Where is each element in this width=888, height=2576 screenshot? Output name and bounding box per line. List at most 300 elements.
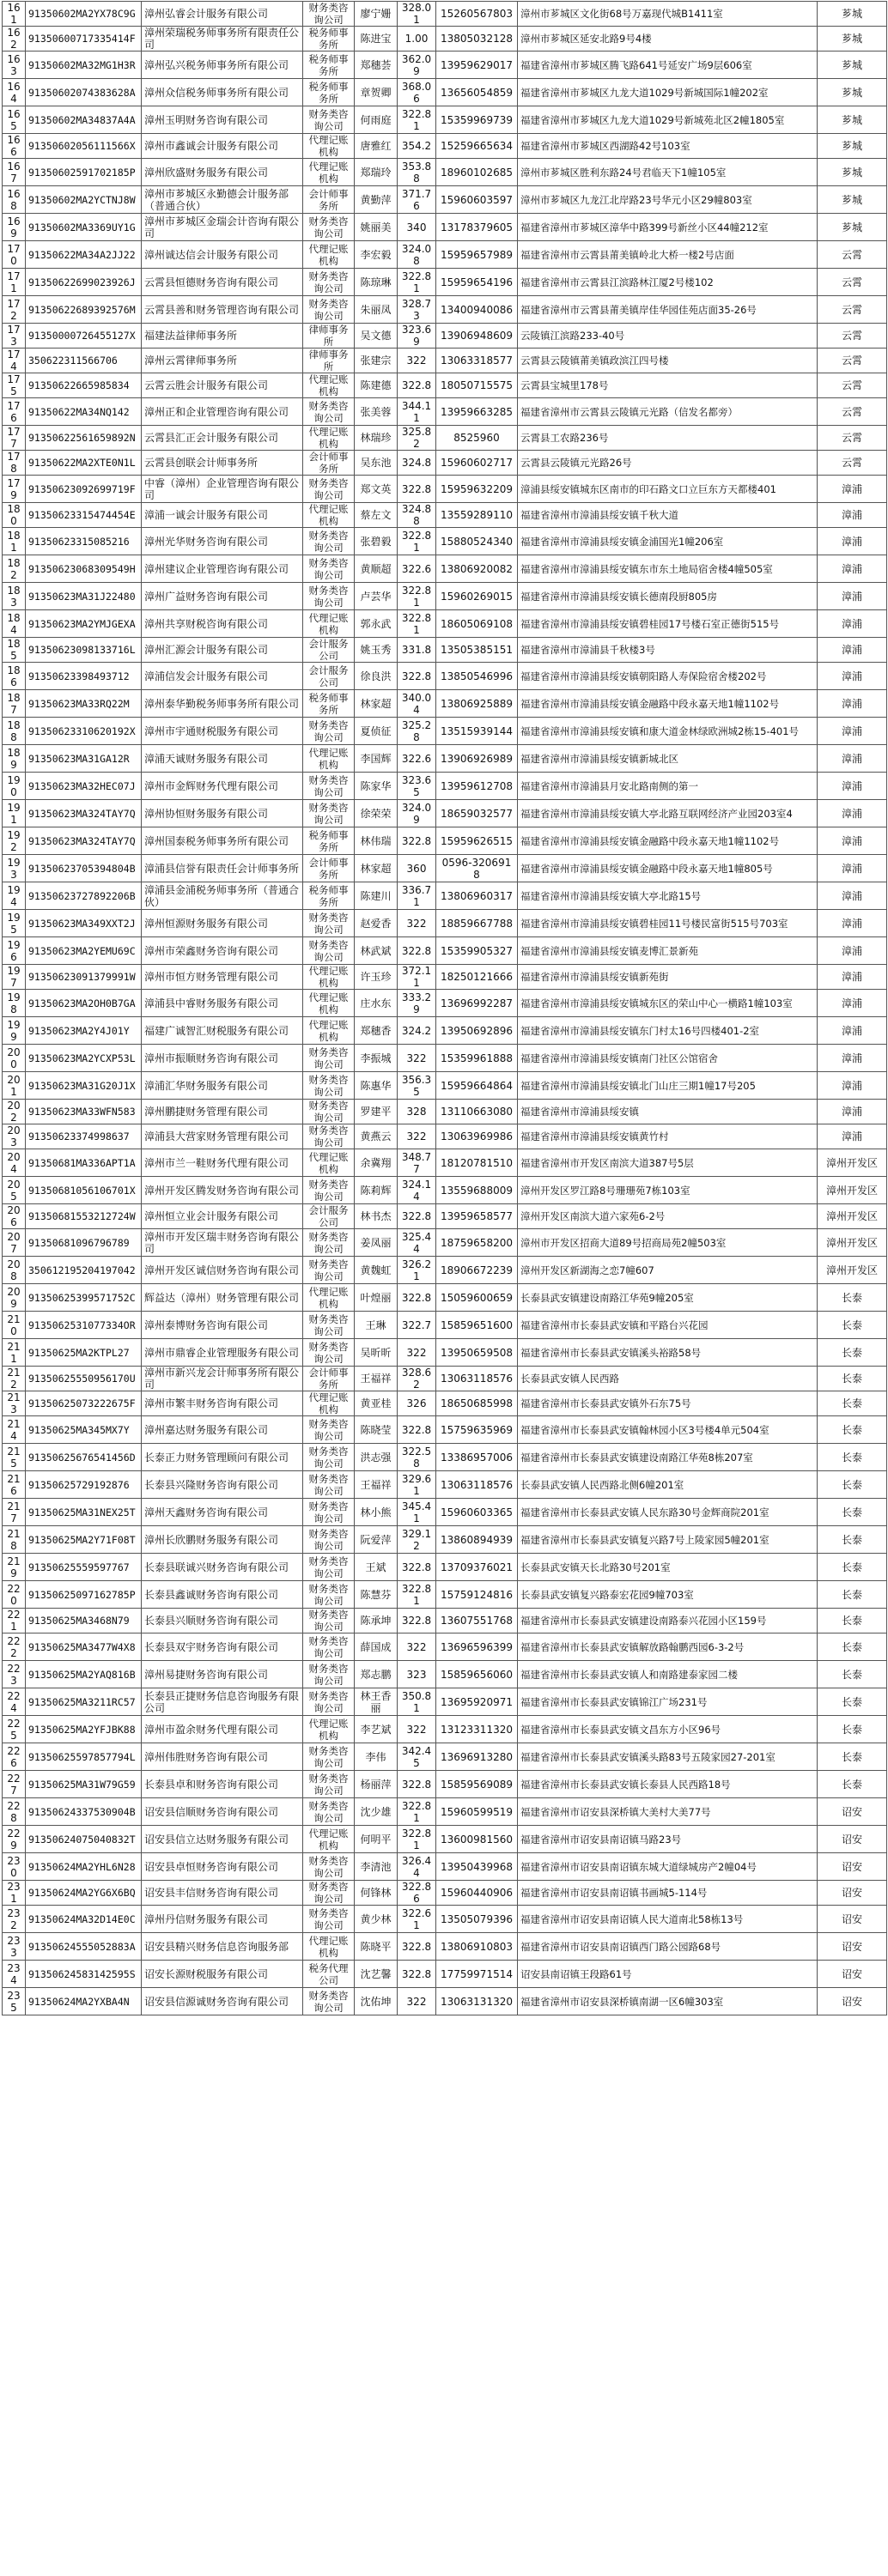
contact-person-cell: 张建宗 <box>355 349 398 373</box>
credit-code-cell: 91350624MA2YXBA4N <box>26 1988 142 2015</box>
row-number-cell: 177 <box>3 426 26 451</box>
credit-code-cell: 91350625MA31NEX25T <box>26 1499 142 1526</box>
area-value-cell: 322.8 <box>398 1204 436 1229</box>
credit-code-cell: 91350625729192876 <box>26 1471 142 1499</box>
table-row <box>3 1609 887 1633</box>
contact-person-cell: 何明平 <box>355 1826 398 1853</box>
district-cell: 诏安 <box>818 1988 887 2015</box>
table-row <box>3 1339 887 1367</box>
address-cell: 福建省漳州市长泰县武安镇锦江广场231号 <box>518 1688 818 1716</box>
contact-person-cell: 章贺卿 <box>355 79 398 106</box>
company-name-cell: 长泰县双宇财务咨询有限公司 <box>142 1633 303 1661</box>
org-type-cell: 税务师事务所 <box>303 52 355 79</box>
credit-code-cell: 91350625073222675F <box>26 1391 142 1416</box>
district-cell: 云霄 <box>818 451 887 476</box>
company-name-cell: 漳州开发区腾发财务咨询有限公司 <box>142 1177 303 1204</box>
area-value-cell: 322.8 <box>398 1609 436 1633</box>
area-value-cell: 324.8 <box>398 451 436 476</box>
org-type-cell: 代理记账机构 <box>303 1826 355 1853</box>
phone-cell: 18650685998 <box>436 1391 518 1416</box>
row-number-cell: 181 <box>3 528 26 555</box>
address-cell: 福建省漳州市芗城区九龙大道1029号新城苑北区2幢1805室 <box>518 106 818 134</box>
credit-code-cell: 91350623310620192X <box>26 718 142 745</box>
credit-code-cell: 91350625550956170U <box>26 1367 142 1391</box>
phone-cell: 15960603597 <box>436 186 518 214</box>
table-row <box>3 663 887 690</box>
area-value-cell: 322 <box>398 1633 436 1661</box>
phone-cell: 15260567803 <box>436 2 518 27</box>
district-cell: 长泰 <box>818 1471 887 1499</box>
company-name-cell: 长泰县联诚兴财务咨询有限公司 <box>142 1554 303 1581</box>
company-name-cell: 漳州泰博财务咨询有限公司 <box>142 1312 303 1339</box>
org-type-cell: 代理记账机构 <box>303 745 355 773</box>
address-cell: 漳州市芗城区延安北路9号4楼 <box>518 27 818 52</box>
org-type-cell: 财务类咨询公司 <box>303 910 355 937</box>
table-row <box>3 1554 887 1581</box>
table-row <box>3 398 887 426</box>
table-row <box>3 800 887 827</box>
address-cell: 云霄县工农路236号 <box>518 426 818 451</box>
area-value-cell: 326.21 <box>398 1257 436 1284</box>
district-cell: 漳浦 <box>818 663 887 690</box>
table-row <box>3 583 887 610</box>
phone-cell: 15880524340 <box>436 528 518 555</box>
row-number-cell: 185 <box>3 638 26 663</box>
table-row <box>3 296 887 324</box>
phone-cell: 13806960317 <box>436 882 518 910</box>
district-cell: 芗城 <box>818 79 887 106</box>
phone-cell: 13559688009 <box>436 1177 518 1204</box>
credit-code-cell: 91350624MA2YG6X6BQ <box>26 1881 142 1906</box>
company-name-cell: 漳浦县大营家财务管理有限公司 <box>142 1124 303 1149</box>
phone-cell: 18960102685 <box>436 159 518 186</box>
district-cell: 漳州开发区 <box>818 1204 887 1229</box>
phone-cell: 15359905327 <box>436 937 518 965</box>
credit-code-cell: 91350625597857794L <box>26 1743 142 1771</box>
credit-code-cell: 91350623MA349XXT2J <box>26 910 142 937</box>
district-cell: 漳浦 <box>818 1045 887 1072</box>
address-cell: 福建省漳州市诏安县南诏镇马路23号 <box>518 1826 818 1853</box>
area-value-cell: 322 <box>398 1045 436 1072</box>
phone-cell: 13695920971 <box>436 1688 518 1716</box>
phone-cell: 15259665634 <box>436 134 518 159</box>
table-row <box>3 1743 887 1771</box>
area-value-cell: 336.71 <box>398 882 436 910</box>
phone-cell: 15059600659 <box>436 1284 518 1312</box>
row-number-cell: 228 <box>3 1798 26 1826</box>
contact-person-cell: 蔡左文 <box>355 503 398 528</box>
address-cell: 云陵镇江滨路233-40号 <box>518 324 818 349</box>
address-cell: 长泰县武安镇建设南路江华苑9幢205室 <box>518 1284 818 1312</box>
org-type-cell: 财务类咨询公司 <box>303 800 355 827</box>
company-name-cell: 漳州恒立业会计服务有限公司 <box>142 1204 303 1229</box>
company-name-cell: 漳州弘睿会计服务有限公司 <box>142 2 303 27</box>
area-value-cell: 360 <box>398 855 436 882</box>
contact-person-cell: 王福祥 <box>355 1471 398 1499</box>
org-type-cell: 财务类咨询公司 <box>303 1633 355 1661</box>
district-cell: 漳浦 <box>818 745 887 773</box>
contact-person-cell: 陈建川 <box>355 882 398 910</box>
district-cell: 漳浦 <box>818 476 887 503</box>
phone-cell: 13696992287 <box>436 990 518 1017</box>
row-number-cell: 215 <box>3 1444 26 1471</box>
table-row <box>3 1100 887 1124</box>
address-cell: 福建省漳州市长泰县武安镇建设南路江华苑8栋207室 <box>518 1444 818 1471</box>
phone-cell: 15959626515 <box>436 827 518 855</box>
phone-cell: 15960603365 <box>436 1499 518 1526</box>
address-cell: 福建省漳州市长泰县武安镇翰林园小区3号楼4单元504室 <box>518 1416 818 1444</box>
phone-cell: 13515939144 <box>436 718 518 745</box>
credit-code-cell: 9135062531077334OR <box>26 1312 142 1339</box>
company-name-cell: 漳州市宇通财税服务有限公司 <box>142 718 303 745</box>
org-type-cell: 会计师事务所 <box>303 451 355 476</box>
row-number-cell: 180 <box>3 503 26 528</box>
address-cell: 长泰县武安镇复兴路泰宏花园9幢703室 <box>518 1581 818 1609</box>
contact-person-cell: 吴文德 <box>355 324 398 349</box>
phone-cell: 15959654196 <box>436 269 518 296</box>
district-cell: 长泰 <box>818 1688 887 1716</box>
contact-person-cell: 罗建平 <box>355 1100 398 1124</box>
org-type-cell: 代理记账机构 <box>303 134 355 159</box>
credit-code-cell: 91350623705394804B <box>26 855 142 882</box>
company-name-cell: 中睿（漳州）企业管理咨询有限公司 <box>142 476 303 503</box>
org-type-cell: 税务代理公司 <box>303 1961 355 1988</box>
district-cell: 长泰 <box>818 1499 887 1526</box>
company-table-sheet <box>2 1 886 2015</box>
table-row <box>3 214 887 241</box>
table-row <box>3 882 887 910</box>
area-value-cell: 362.09 <box>398 52 436 79</box>
contact-person-cell: 王琳 <box>355 1312 398 1339</box>
company-name-cell: 漳州市开发区瑞丰财务咨询有限公司 <box>142 1229 303 1257</box>
company-name-cell: 漳州市兰一鞋财务代理有限公司 <box>142 1149 303 1177</box>
table-row <box>3 1633 887 1661</box>
row-number-cell: 172 <box>3 296 26 324</box>
contact-person-cell: 陈承坤 <box>355 1609 398 1633</box>
phone-cell: 13559289110 <box>436 503 518 528</box>
company-name-cell: 长泰正力财务管理顾问有限公司 <box>142 1444 303 1471</box>
phone-cell: 13063118576 <box>436 1471 518 1499</box>
row-number-cell: 189 <box>3 745 26 773</box>
table-row <box>3 79 887 106</box>
district-cell: 芗城 <box>818 52 887 79</box>
org-type-cell: 会计服务公司 <box>303 1204 355 1229</box>
area-value-cell: 322 <box>398 1339 436 1367</box>
contact-person-cell: 吴昕昕 <box>355 1339 398 1367</box>
address-cell: 福建省漳州市诏安县南诏镇东城大道绿城房产2幢04号 <box>518 1853 818 1881</box>
company-name-cell: 漳浦县中睿财务服务有限公司 <box>142 990 303 1017</box>
phone-cell: 13063969986 <box>436 1124 518 1149</box>
area-value-cell: 324.88 <box>398 503 436 528</box>
area-value-cell: 324.08 <box>398 241 436 269</box>
org-type-cell: 会计师事务所 <box>303 186 355 214</box>
contact-person-cell: 阮爱萍 <box>355 1526 398 1554</box>
district-cell: 漳浦 <box>818 882 887 910</box>
phone-cell: 15759635969 <box>436 1416 518 1444</box>
contact-person-cell: 陈家华 <box>355 773 398 800</box>
district-cell: 芗城 <box>818 214 887 241</box>
credit-code-cell: 91350623091379991W <box>26 965 142 990</box>
company-name-cell: 漳州广益财务咨询有限公司 <box>142 583 303 610</box>
address-cell: 福建省漳州市长泰县武安镇复兴路7号上陵家园5幢201室 <box>518 1526 818 1554</box>
org-type-cell: 财务类咨询公司 <box>303 1743 355 1771</box>
address-cell: 福建省漳州市长泰县武安镇和平路台兴花园 <box>518 1312 818 1339</box>
phone-cell: 13063131320 <box>436 1988 518 2015</box>
row-number-cell: 224 <box>3 1688 26 1716</box>
row-number-cell: 171 <box>3 269 26 296</box>
credit-code-cell: 91350625MA31W79G59 <box>26 1771 142 1798</box>
company-name-cell: 漳州市金辉财务代理有限公司 <box>142 773 303 800</box>
address-cell: 福建省漳州市漳浦县千秋楼3号 <box>518 638 818 663</box>
row-number-cell: 231 <box>3 1881 26 1906</box>
address-cell: 福建省漳州市芗城区漳华中路399号新丝小区44幢212室 <box>518 214 818 241</box>
org-type-cell: 财务类咨询公司 <box>303 1771 355 1798</box>
contact-person-cell: 郭永武 <box>355 610 398 638</box>
credit-code-cell: 91350602MA2YX78C9G <box>26 2 142 27</box>
table-row <box>3 1881 887 1906</box>
area-value-cell: 322.58 <box>398 1444 436 1471</box>
org-type-cell: 财务类咨询公司 <box>303 1554 355 1581</box>
contact-person-cell: 廖宁姗 <box>355 2 398 27</box>
row-number-cell: 204 <box>3 1149 26 1177</box>
contact-person-cell: 林书杰 <box>355 1204 398 1229</box>
district-cell: 漳浦 <box>818 1072 887 1100</box>
org-type-cell: 财务类咨询公司 <box>303 1045 355 1072</box>
area-value-cell: 322.6 <box>398 555 436 583</box>
contact-person-cell: 陈琼琳 <box>355 269 398 296</box>
row-number-cell: 232 <box>3 1906 26 1933</box>
phone-cell: 17759971514 <box>436 1961 518 1988</box>
address-cell: 福建省漳州市漳浦县绥安镇东市东土地局宿舍楼4幢505室 <box>518 555 818 583</box>
org-type-cell: 代理记账机构 <box>303 241 355 269</box>
table-row <box>3 1124 887 1149</box>
credit-code-cell: 91350625MA2KTPL27 <box>26 1339 142 1367</box>
district-cell: 漳浦 <box>818 800 887 827</box>
company-name-cell: 漳州市恒方财务管理有限公司 <box>142 965 303 990</box>
area-value-cell: 322 <box>398 349 436 373</box>
area-value-cell: 322.86 <box>398 1881 436 1906</box>
credit-code-cell: 91350602MA2YCTNJ8W <box>26 186 142 214</box>
table-row <box>3 1961 887 1988</box>
address-cell: 漳州开发区新湖海之恋7幢607 <box>518 1257 818 1284</box>
company-name-cell: 漳州市芗城区金瑞会计咨询有限公司 <box>142 214 303 241</box>
district-cell: 漳浦 <box>818 1124 887 1149</box>
table-row <box>3 476 887 503</box>
org-type-cell: 财务类咨询公司 <box>303 1072 355 1100</box>
table-row <box>3 910 887 937</box>
row-number-cell: 211 <box>3 1339 26 1367</box>
contact-person-cell: 王斌 <box>355 1554 398 1581</box>
phone-cell: 13110663080 <box>436 1100 518 1124</box>
company-name-cell: 漳州市振顺财务咨询有限公司 <box>142 1045 303 1072</box>
district-cell: 长泰 <box>818 1444 887 1471</box>
address-cell: 长泰县武安镇天长北路30号201室 <box>518 1554 818 1581</box>
company-name-cell: 漳州天鑫财务咨询有限公司 <box>142 1499 303 1526</box>
row-number-cell: 219 <box>3 1554 26 1581</box>
company-name-cell: 漳州市鑫诚会计服务有限公司 <box>142 134 303 159</box>
credit-code-cell: 91350000726455127X <box>26 324 142 349</box>
contact-person-cell: 夏侦征 <box>355 718 398 745</box>
contact-person-cell: 黄顺超 <box>355 555 398 583</box>
district-cell: 长泰 <box>818 1367 887 1391</box>
credit-code-cell: 91350623098133716L <box>26 638 142 663</box>
row-number-cell: 184 <box>3 610 26 638</box>
area-value-cell: 323.65 <box>398 773 436 800</box>
credit-code-cell: 91350624MA2YHL6N28 <box>26 1853 142 1881</box>
district-cell: 长泰 <box>818 1391 887 1416</box>
table-row <box>3 2 887 27</box>
company-name-cell: 漳州市荣鑫财务咨询有限公司 <box>142 937 303 965</box>
table-row <box>3 827 887 855</box>
address-cell: 福建省漳州市漳浦县绥安镇碧桂园11号楼民富街515号703室 <box>518 910 818 937</box>
company-name-cell: 漳州建议企业管理咨询有限公司 <box>142 555 303 583</box>
org-type-cell: 财务类咨询公司 <box>303 555 355 583</box>
company-name-cell: 辉益达（漳州）财务管理有限公司 <box>142 1284 303 1312</box>
credit-code-cell: 91350623MA31G20J1X <box>26 1072 142 1100</box>
table-row <box>3 241 887 269</box>
org-type-cell: 会计服务公司 <box>303 663 355 690</box>
area-value-cell: 322.8 <box>398 373 436 398</box>
table-row <box>3 1826 887 1853</box>
table-row <box>3 159 887 186</box>
company-name-cell: 漳浦汇华财务服务有限公司 <box>142 1072 303 1100</box>
area-value-cell: 372.11 <box>398 965 436 990</box>
contact-person-cell: 杨丽萍 <box>355 1771 398 1798</box>
district-cell: 漳浦 <box>818 528 887 555</box>
address-cell: 福建省漳州市漳浦县绥安镇新城北区 <box>518 745 818 773</box>
company-name-cell: 漳州众信税务师事务所有限公司 <box>142 79 303 106</box>
table-row <box>3 349 887 373</box>
row-number-cell: 202 <box>3 1100 26 1124</box>
org-type-cell: 税务师事务所 <box>303 827 355 855</box>
contact-person-cell: 李伟 <box>355 1743 398 1771</box>
contact-person-cell: 林小熊 <box>355 1499 398 1526</box>
phone-cell: 18659032577 <box>436 800 518 827</box>
row-number-cell: 200 <box>3 1045 26 1072</box>
table-row <box>3 718 887 745</box>
credit-code-cell: 91350625MA345MX7Y <box>26 1416 142 1444</box>
company-name-cell: 漳州国泰税务师事务所有限公司 <box>142 827 303 855</box>
phone-cell: 15960269015 <box>436 583 518 610</box>
phone-cell: 15959632209 <box>436 476 518 503</box>
row-number-cell: 229 <box>3 1826 26 1853</box>
company-name-cell: 长泰县鑫诚财务咨询有限公司 <box>142 1581 303 1609</box>
org-type-cell: 财务类咨询公司 <box>303 1988 355 2015</box>
contact-person-cell: 陈进宝 <box>355 27 398 52</box>
area-value-cell: 322.8 <box>398 937 436 965</box>
contact-person-cell: 林家超 <box>355 855 398 882</box>
area-value-cell: 340.04 <box>398 690 436 718</box>
table-row <box>3 1798 887 1826</box>
org-type-cell: 财务类咨询公司 <box>303 1124 355 1149</box>
credit-code-cell: 91350622MA34A2JJ22 <box>26 241 142 269</box>
contact-person-cell: 陈建德 <box>355 373 398 398</box>
address-cell: 福建省漳州市芗城区腾飞路641号延安广场9层606室 <box>518 52 818 79</box>
table-row <box>3 1906 887 1933</box>
address-cell: 云霄县宝城里178号 <box>518 373 818 398</box>
org-type-cell: 代理记账机构 <box>303 1284 355 1312</box>
row-number-cell: 196 <box>3 937 26 965</box>
credit-code-cell: 91350623MA32HEC07J <box>26 773 142 800</box>
org-type-cell: 税务师事务所 <box>303 690 355 718</box>
phone-cell: 13063318577 <box>436 349 518 373</box>
table-body <box>3 2 887 2015</box>
row-number-cell: 186 <box>3 663 26 690</box>
credit-code-cell: 91350623374998637 <box>26 1124 142 1149</box>
row-number-cell: 169 <box>3 214 26 241</box>
table-row <box>3 186 887 214</box>
contact-person-cell: 姚丽美 <box>355 214 398 241</box>
credit-code-cell: 91350623398493712 <box>26 663 142 690</box>
area-value-cell: 326 <box>398 1391 436 1416</box>
table-row <box>3 965 887 990</box>
contact-person-cell: 郑志鹏 <box>355 1661 398 1688</box>
table-row <box>3 106 887 134</box>
credit-code-cell: 91350600717335414F <box>26 27 142 52</box>
phone-cell: 13505385151 <box>436 638 518 663</box>
org-type-cell: 财务类咨询公司 <box>303 269 355 296</box>
contact-person-cell: 姜凤丽 <box>355 1229 398 1257</box>
phone-cell: 15759124816 <box>436 1581 518 1609</box>
credit-code-cell: 91350602MA34837A4A <box>26 106 142 134</box>
company-name-cell: 诏安县丰信财务咨询有限公司 <box>142 1881 303 1906</box>
row-number-cell: 176 <box>3 398 26 426</box>
org-type-cell: 财务类咨询公司 <box>303 528 355 555</box>
credit-code-cell: 91350623MA33WFN583 <box>26 1100 142 1124</box>
company-name-cell: 漳州恒源财务服务有限公司 <box>142 910 303 937</box>
address-cell: 福建省漳州市漳浦县月安北路南侧的第一 <box>518 773 818 800</box>
district-cell: 云霄 <box>818 296 887 324</box>
company-name-cell: 漳州欣盛财务服务有限公司 <box>142 159 303 186</box>
credit-code-cell: 91350624555052883A <box>26 1933 142 1961</box>
table-row <box>3 1229 887 1257</box>
phone-cell: 13709376021 <box>436 1554 518 1581</box>
address-cell: 福建省漳州市诏安县深桥镇大美村大美77号 <box>518 1798 818 1826</box>
credit-code-cell: 91350625097162785P <box>26 1581 142 1609</box>
row-number-cell: 230 <box>3 1853 26 1881</box>
area-value-cell: 344.11 <box>398 398 436 426</box>
org-type-cell: 财务类咨询公司 <box>303 1688 355 1716</box>
table-row <box>3 1933 887 1961</box>
company-name-cell: 长泰县卓和财务咨询有限公司 <box>142 1771 303 1798</box>
address-cell: 诏安县南诏镇王段路61号 <box>518 1961 818 1988</box>
company-name-cell: 云霄县创联会计师事务所 <box>142 451 303 476</box>
district-cell: 漳浦 <box>818 690 887 718</box>
area-value-cell: 322.8 <box>398 1771 436 1798</box>
company-name-cell: 云霄县善和财务管理咨询有限公司 <box>142 296 303 324</box>
address-cell: 福建省漳州市诏安县深桥镇南湖一区6幢303室 <box>518 1988 818 2015</box>
company-table <box>2 1 887 2015</box>
area-value-cell: 322.8 <box>398 1961 436 1988</box>
area-value-cell: 340 <box>398 214 436 241</box>
credit-code-cell: 91350624337530904B <box>26 1798 142 1826</box>
contact-person-cell: 林伟瑞 <box>355 827 398 855</box>
phone-cell: 13123311320 <box>436 1716 518 1743</box>
district-cell: 漳浦 <box>818 827 887 855</box>
table-row <box>3 555 887 583</box>
org-type-cell: 财务类咨询公司 <box>303 1229 355 1257</box>
contact-person-cell: 黄亚桂 <box>355 1391 398 1416</box>
phone-cell: 13850546996 <box>436 663 518 690</box>
credit-code-cell: 91350602074383628A <box>26 79 142 106</box>
row-number-cell: 234 <box>3 1961 26 1988</box>
area-value-cell: 329.61 <box>398 1471 436 1499</box>
row-number-cell: 163 <box>3 52 26 79</box>
address-cell: 云霄县云陵镇莆美镇政滨江四号楼 <box>518 349 818 373</box>
address-cell: 福建省漳州市诏安县南诏镇西门路公园路68号 <box>518 1933 818 1961</box>
row-number-cell: 183 <box>3 583 26 610</box>
phone-cell: 13959663285 <box>436 398 518 426</box>
